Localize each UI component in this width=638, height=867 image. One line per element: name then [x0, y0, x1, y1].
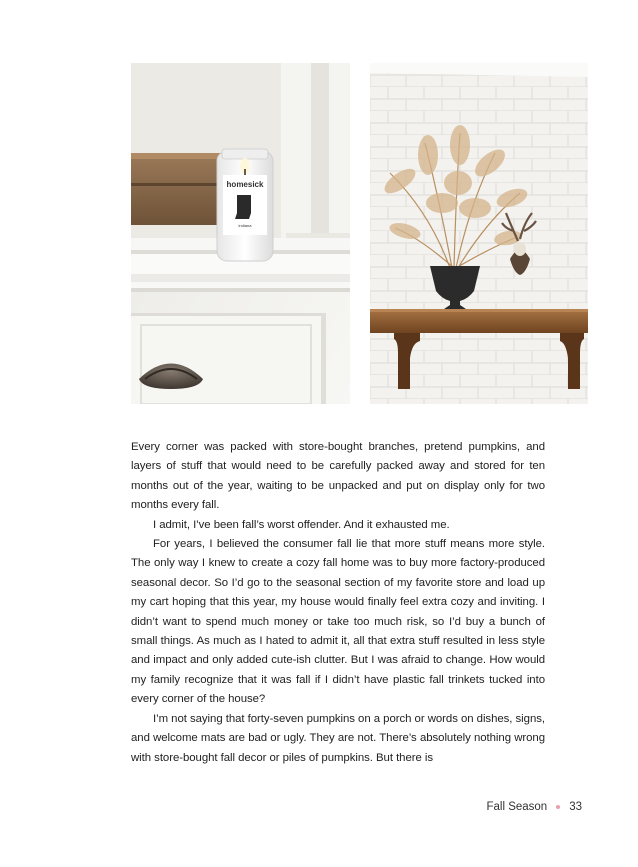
page-footer	[486, 801, 582, 813]
body-text	[131, 438, 545, 768]
running-footer-section: Fall Season	[486, 801, 548, 813]
mantel-illustration	[370, 63, 588, 404]
paragraph-3: For years, I believed the consumer fall lie that more stuff means more style. The only way I knew to create a cozy fall home was to buy more factory-produced seasonal decor. So I’d go to the seasonal section of my favorite store and load up my cart hoping that this year, my house would finally feel extra cozy and inviting. I didn’t want to spend much money or take too much risk, so I’d buy a bunch of small things. As much as I hated to admit it, all that extra stuff resulted in less style and impact and only added cute-ish clutter. But I was afraid to change. How would my family recognize that it was fall if I didn’t have plastic fall trinkets tucked into every corner of the house?	[131, 538, 545, 706]
candle-label-subtitle: indiana	[238, 223, 252, 228]
photo-candle-on-shelf	[131, 63, 350, 404]
separator-dot-icon	[556, 805, 560, 809]
candle-shelf-illustration	[131, 63, 350, 404]
photo-mantel-pampas	[370, 63, 588, 404]
candle-label-title: homesick	[226, 180, 264, 189]
page-number: 33	[569, 801, 582, 813]
paragraph-1: Every corner was packed with store-bought branches, pretend pumpkins, and layers of stuff that would need to be carefully packed away and stored for ten months out of the year, waiting to be unpacked and put on display only for two months every fall.	[131, 441, 545, 512]
indiana-state-icon	[235, 195, 251, 219]
paragraph-2: I admit, I’ve been fall’s worst offender. And it exhausted me.	[153, 518, 450, 531]
paragraph-4: I’m not saying that forty-seven pumpkins on a porch or words on dishes, signs, and welcome mats are bad or ugly. They are not. There’s absolutely nothing wrong with store-bought fall decor or piles of pumpkins. But there is	[131, 712, 545, 764]
